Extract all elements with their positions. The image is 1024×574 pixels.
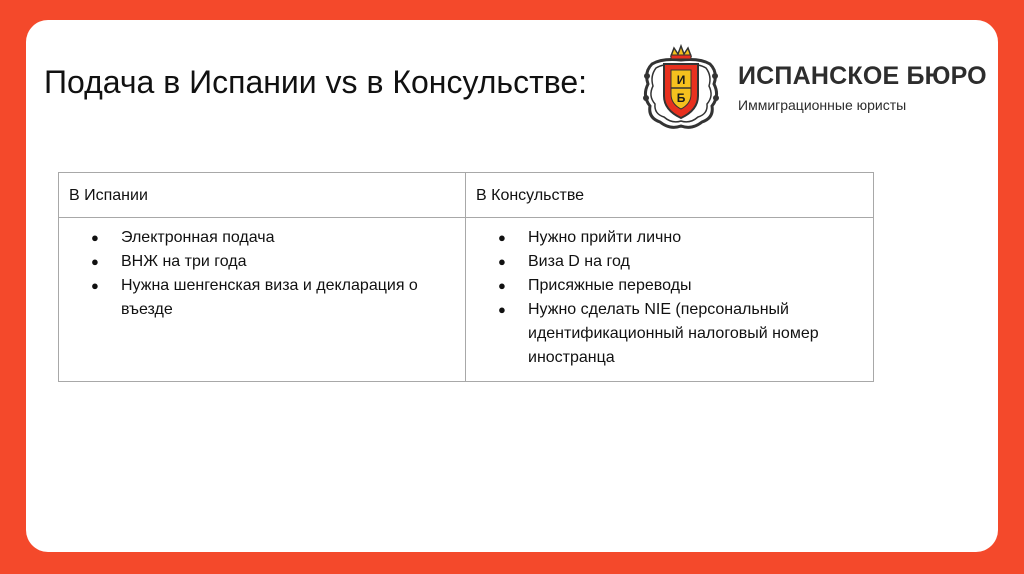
crest-emblem-icon: [638, 44, 724, 130]
list-item: ● Электронная подача: [69, 226, 455, 250]
list-item: ● Виза D на год: [476, 250, 863, 274]
table-header-row: [59, 173, 874, 218]
consulate-list: [476, 226, 863, 370]
list-item: ● Нужно прийти лично: [476, 226, 863, 250]
list-item: ● ВНЖ на три года: [69, 250, 455, 274]
bullet-icon: ●: [91, 230, 99, 245]
column-cell-spain: [59, 218, 466, 382]
logo-company-subtitle: Иммиграционные юристы: [738, 97, 907, 113]
emblem-letter-top: И: [676, 73, 686, 87]
spain-list: [69, 226, 455, 322]
list-item: ● Присяжные переводы: [476, 274, 863, 298]
bullet-icon: ●: [498, 278, 506, 293]
table-body-row: [59, 218, 874, 382]
bullet-icon: ●: [91, 278, 99, 293]
bullet-icon: ●: [498, 230, 506, 245]
company-logo: [638, 44, 987, 130]
bullet-icon: ●: [498, 302, 506, 317]
list-item: ● Нужно сделать NIE (персональный идентификационный налоговый номер иностранца: [476, 298, 863, 370]
emblem-letter-bottom: Б: [676, 91, 686, 105]
comparison-table: [58, 172, 874, 382]
list-item: ● Нужна шенгенская виза и декларация о въезде: [69, 274, 455, 322]
slide-title: Подача в Испании vs в Консульстве:: [44, 64, 588, 100]
slide-card: [26, 20, 998, 552]
column-header-spain: В Испании: [59, 173, 466, 218]
logo-company-name: ИСПАНСКОЕ БЮРО: [738, 62, 987, 90]
bullet-icon: ●: [91, 254, 99, 269]
column-header-consulate: В Консульстве: [466, 173, 874, 218]
bullet-icon: ●: [498, 254, 506, 269]
column-cell-consulate: [466, 218, 874, 382]
